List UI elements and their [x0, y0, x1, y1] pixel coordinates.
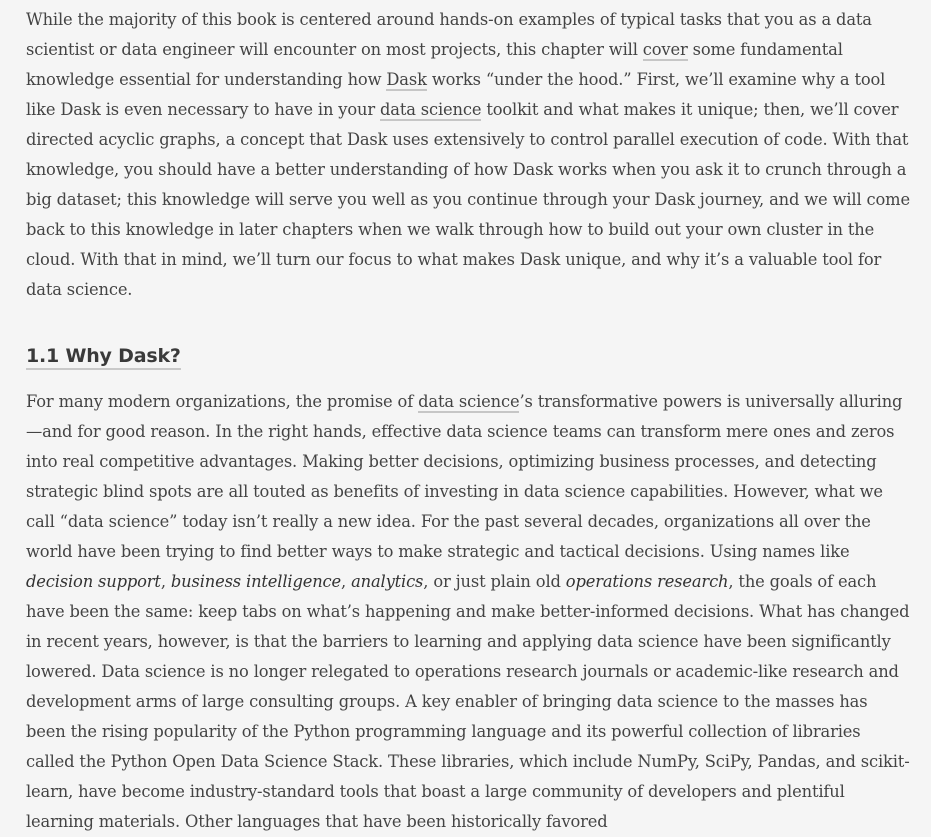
data-science-link-2[interactable]: data science: [418, 392, 520, 411]
dask-link[interactable]: Dask: [386, 70, 427, 89]
body-sep-1: ,: [160, 572, 171, 591]
section-heading: [26, 341, 911, 371]
intro-paragraph: [26, 5, 911, 305]
intro-text-4: toolkit and what makes it unique; then, we’ll cover directed acyclic graphs, a concept that Dask uses extensively to control parallel execution of code. With that knowledge, you should have a better understanding of how Dask works when you ask it to crunch through a big dataset; this knowledge will serve you well as you continue through your Dask journey, and we will come back to this knowledge in later chapters when we walk through how to build out your own cluster in the cloud. With that in mind, we’ll turn our focus to what makes Dask unique, and why it’s a valuable tool for data science.: [26, 100, 910, 299]
body-text-1: For many modern organizations, the promise of: [26, 392, 419, 411]
body-text-2: ’s transformative powers is universally alluring—and for good reason. In the right hands, effective data science teams can transform mere ones and zeros into real competitive advantages. Making better decisions, optimizing business processes, and detecting strategic blind spots are all touted as benefits of investing in data science capabilities. However, what we call “data science” today isn’t really a new idea. For the past several decades, organizations all over the world have been trying to find better ways to make strategic and tactical decisions. Using names like: [26, 392, 903, 561]
decision-support-term: decision support: [26, 572, 161, 591]
business-intelligence-term: business intelligence: [170, 572, 342, 591]
analytics-term: analytics: [351, 572, 424, 591]
operations-research-term: operations research: [565, 572, 729, 591]
section-heading-text[interactable]: 1.1 Why Dask?: [26, 345, 181, 370]
body-text-4: , the goals of each have been the same: keep tabs on what’s happening and make better-informed decisions. What has changed in recent years, however, is that the barriers to learning and applying data science have been significantly lowered. Data science is no longer relegated to operations research journals or academic-like research and development arms of large consulting groups. A key enabler of bringing data science to the masses has been the rising popularity of the Python programming language and its powerful collection of libraries called the Python Open Data Science Stack. These libraries, which include NumPy, SciPy, Pandas, and scikit-learn, have become industry-standard tools that boast a large community of developers and plentiful learning materials. Other languages that have been historically favored: [26, 572, 910, 831]
intro-text-1: While the majority of this book is centered around hands-on examples of typical tasks that you as a data scientist or data engineer will encounter on most projects, this chapter will: [26, 10, 872, 59]
cover-link[interactable]: cover: [642, 40, 688, 59]
body-paragraph: [26, 387, 911, 837]
data-science-link[interactable]: data science: [380, 100, 482, 119]
intro-text-3: works “under the hood.” First, we’ll examine why a tool like Dask is even necessary to have in your: [26, 70, 886, 119]
intro-text-2: some fundamental knowledge essential for understanding how: [26, 40, 843, 89]
body-sep-2: ,: [341, 572, 352, 591]
body-text-3: , or just plain old: [423, 572, 566, 591]
